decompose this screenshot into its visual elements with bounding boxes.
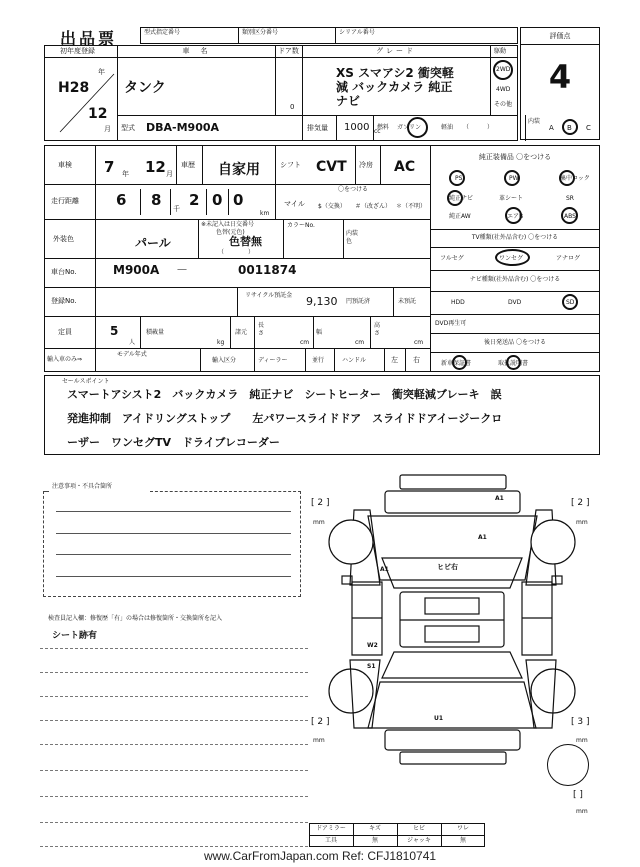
- equip-sr: SR: [566, 195, 574, 202]
- tread-rear-right: [ 3 ]: [571, 717, 590, 727]
- mileage-opt-unknown: ＊（不明）: [396, 203, 427, 210]
- equip-ps-circle: [449, 170, 465, 186]
- spec-label: 諸元: [235, 329, 248, 336]
- displacement-value: 1000: [344, 122, 370, 133]
- serial-field-label: シリアル番号: [339, 29, 375, 36]
- tread-front-right-value: 2: [577, 498, 584, 508]
- length-unit: cm: [300, 339, 310, 346]
- equip-navi-circle: [447, 190, 463, 206]
- equip-lock-circle: [559, 170, 575, 186]
- handle-left: 左: [391, 356, 398, 364]
- interior-b: B: [567, 124, 572, 132]
- tv-analog: アナログ: [556, 255, 581, 262]
- interior-a: A: [549, 124, 554, 132]
- tv-label: TV種類(社外品含む) 〇をつける: [471, 234, 559, 241]
- mileage-digit-1: 6: [116, 191, 127, 209]
- legend-jack-value: 無: [459, 837, 466, 844]
- damage-u1-trunk: U1: [434, 715, 444, 722]
- mileage-unit: km: [260, 210, 270, 217]
- recycle-unpaid: 未預託: [398, 298, 417, 305]
- shift-label: シフト: [280, 161, 301, 169]
- repaint-paren: （ ）: [218, 249, 255, 256]
- mileage-opt-tampered: ＃（改ざん）: [355, 203, 392, 210]
- damage-s1-door: S1: [367, 663, 376, 670]
- chassis-prefix: M900A: [113, 263, 160, 277]
- drive-opt-2wd: 2WD: [496, 66, 511, 73]
- equip-leather: 革シート: [499, 195, 524, 202]
- equip-central-lock: 集中ロック: [560, 175, 590, 182]
- interior-color-label: 内装色: [346, 230, 359, 245]
- navi-sd: SD: [566, 299, 575, 306]
- model-label: 型式: [121, 124, 135, 132]
- width-unit: cm: [355, 339, 365, 346]
- model-field-label: 型式指定番号: [144, 29, 181, 36]
- drive-2wd-circle: [493, 60, 513, 80]
- legend-header-crack: ヒビ: [412, 825, 425, 832]
- reg-year-unit: 年: [98, 68, 105, 76]
- footer-watermark: www.CarFromJapan.com Ref: CFJ1810741: [203, 849, 437, 863]
- grade-line-3: ナビ: [336, 94, 361, 108]
- damage-w2-door: W2: [367, 642, 378, 649]
- reg-era-year: H28: [58, 80, 90, 96]
- capacity-label: 定員: [58, 328, 72, 336]
- sales-line-1: スマートアシスト2 バックカメラ 純正ナビ シートヒーター 衝突軽減ブレーキ 誤: [67, 388, 502, 401]
- interior-b-circle: [562, 119, 578, 135]
- tread-front-right: [ 2 ]: [571, 498, 590, 508]
- notes-label: 注意事項・不具合箇所: [52, 483, 113, 490]
- tread-rear-left-unit: mm: [313, 737, 325, 744]
- grade-label: グレード: [376, 47, 416, 55]
- recycle-unit: 円預託済: [346, 298, 371, 305]
- shift-value: CVT: [316, 159, 347, 175]
- capacity-unit: 人: [129, 339, 136, 346]
- handle-label: ハンドル: [342, 357, 367, 364]
- reg-month: 12: [88, 106, 108, 122]
- height-unit: cm: [414, 339, 424, 346]
- reg-month-unit: 月: [104, 125, 111, 133]
- tread-spare-unit: mm: [576, 808, 588, 815]
- exterior-note: ※未記入は日交番号: [201, 221, 255, 228]
- equip-navi: 純正ナビ: [449, 195, 474, 202]
- damage-a1-left-fender: A1: [380, 566, 389, 573]
- equip-aw: 純正AW: [449, 213, 471, 220]
- tread-front-left-value: 2: [317, 498, 324, 508]
- ac-label: 冷房: [359, 161, 373, 169]
- sales-line-2: 発進抑制 アイドリングストップ 左パワースライドドア スライドドアイージークロ: [67, 412, 503, 425]
- equip-abs-circle: [561, 207, 578, 224]
- inspection-month-unit: 月: [166, 170, 173, 178]
- drive-opt-other: その他: [494, 101, 513, 108]
- tread-front-left-unit: mm: [313, 519, 325, 526]
- inspection-label: 車検: [58, 161, 72, 169]
- interior-label: 内装: [528, 118, 541, 125]
- legend-header-mirror: ドアミラー: [316, 825, 346, 832]
- history-label: 車歴: [181, 161, 195, 169]
- ac-value: AC: [394, 159, 416, 175]
- car-name: タンク: [124, 80, 166, 96]
- inspector-note: シート跡有: [52, 631, 98, 641]
- later-manual-circle: [506, 355, 521, 370]
- equip-airbag-circle: [505, 207, 522, 224]
- drive-opt-4wd: 4WD: [496, 86, 511, 93]
- mileage-digit-2: 8: [151, 191, 162, 209]
- legend-tools: 工具: [324, 837, 337, 844]
- model-value: DBA-M900A: [146, 121, 220, 134]
- mileage-digit-5: 0: [233, 191, 244, 209]
- import-class-label: 輸入区分: [212, 357, 237, 364]
- mileage-digit-4: 0: [212, 191, 223, 209]
- later-warranty: 新車保証書: [441, 360, 472, 367]
- tread-rear-left: [ 2 ]: [311, 717, 330, 727]
- later-manual: 取扱説明書: [498, 360, 529, 367]
- legend-jack: ジャッキ: [407, 837, 431, 844]
- tread-rear-right-unit: mm: [576, 737, 588, 744]
- displacement-unit: cc: [374, 128, 381, 135]
- tv-oneseg: ワンセグ: [499, 255, 524, 262]
- inspector-label: 検査員記入欄：修復歴「有」の場合は修復箇所・交換箇所を記入: [48, 615, 223, 622]
- model-year-label: モデル年式: [117, 351, 147, 358]
- inspection-year-unit: 年: [122, 170, 129, 178]
- mileage-label: 走行距離: [51, 197, 79, 205]
- sales-line-3: ーザー ワンセグTV ドライブレコーダー: [67, 436, 280, 449]
- equip-pw-circle: [504, 170, 520, 186]
- fuel-gas-circle: [407, 117, 428, 138]
- tv-oneseg-circle: [495, 249, 530, 266]
- drive-label: 駆動: [494, 48, 507, 55]
- displacement-label: 排気量: [307, 124, 328, 132]
- equip-pw: PW: [509, 175, 519, 182]
- tread-rear-right-value: 3: [577, 717, 584, 727]
- width-label: 幅: [316, 329, 323, 336]
- tread-front-left: [ 2 ]: [311, 498, 330, 508]
- score-value: 4: [548, 58, 572, 96]
- later-label: 後日発送品 〇をつける: [484, 339, 546, 346]
- equipment-label: 純正装備品 〇をつける: [478, 153, 552, 161]
- equip-abs: ABS: [564, 213, 576, 220]
- later-warranty-circle: [452, 355, 467, 370]
- navi-dvd: DVD: [508, 299, 522, 306]
- grade-line-2: 減 バックカメラ 純正: [336, 80, 453, 94]
- fuel-label: 燃料: [377, 124, 390, 131]
- navi-label: ナビ種類(社外品含む) 〇をつける: [469, 276, 561, 283]
- height-label: 高さ: [374, 322, 381, 337]
- exterior-value: パール: [135, 236, 171, 250]
- tread-front-right-unit: mm: [576, 519, 588, 526]
- handle-right: 右: [413, 356, 420, 364]
- repaint-value: 色替無: [229, 235, 262, 248]
- load-unit: kg: [217, 339, 225, 346]
- chassis-number: 0011874: [238, 263, 297, 277]
- equip-airbag: エアB: [507, 213, 524, 220]
- spare-tire: [547, 744, 589, 786]
- interior-c: C: [586, 124, 591, 132]
- sales-label: セールスポイント: [62, 378, 110, 385]
- damage-a1-hood: A1: [478, 534, 487, 541]
- legend-header-break: ワレ: [456, 825, 469, 832]
- repaint-label: 色替(元色): [216, 229, 245, 236]
- mileage-opt-exchanged: $（交換）: [318, 203, 346, 210]
- car-name-label: 車 名: [182, 47, 210, 55]
- equip-ps: PS: [455, 175, 463, 182]
- import-parallel: 並行: [312, 357, 325, 364]
- load-label: 積載量: [146, 329, 165, 336]
- tread-spare: [ ]: [573, 790, 583, 800]
- recycle-amount: 9,130: [306, 295, 338, 308]
- grade-line-1: XS スマアシ2 衝突軽: [336, 66, 454, 80]
- doors-value: 0: [290, 103, 295, 111]
- fuel-gas: ガソリン: [397, 124, 422, 131]
- inspection-year: 7: [104, 158, 115, 176]
- history-value: 自家用: [218, 162, 260, 178]
- capacity-value: 5: [110, 324, 119, 338]
- mileage-circle-note: 〇をつける: [338, 186, 369, 193]
- navi-hdd: HDD: [451, 299, 465, 306]
- registration-label: 登録No.: [51, 297, 77, 305]
- mileage-thousand: 千: [173, 205, 180, 213]
- color-no-label: カラーNo.: [287, 222, 315, 229]
- notes-box: [43, 491, 301, 597]
- exterior-label: 外装色: [53, 235, 74, 243]
- class-field-label: 類別区分番号: [242, 29, 279, 36]
- car-damage-diagram: [300, 470, 600, 770]
- mile-label: マイル: [284, 200, 305, 208]
- legend-tools-value: 無: [371, 837, 378, 844]
- tv-fullseg: フルセグ: [440, 255, 464, 262]
- inspection-month: 12: [145, 158, 166, 176]
- chassis-dash: －: [176, 263, 189, 277]
- tread-rear-left-value: 2: [317, 717, 324, 727]
- damage-crack-windshield: ヒビ右: [437, 563, 458, 571]
- legend-header-scratch: キズ: [369, 825, 381, 832]
- reg-year-label: 初年度登録: [60, 47, 95, 55]
- score-label: 評価点: [549, 32, 571, 40]
- import-dealer: ディーラー: [258, 357, 288, 364]
- mileage-digit-3: 2: [189, 191, 200, 209]
- fuel-diesel: 軽油: [441, 124, 454, 131]
- page-title: 出品票: [60, 29, 118, 48]
- damage-a1-front-bumper: A1: [495, 495, 504, 502]
- navi-sd-circle: [562, 294, 578, 310]
- navi-dvd-playback: DVD再生可: [435, 320, 467, 327]
- fuel-paren: （ ）: [463, 124, 494, 131]
- doors-label: ドア数: [278, 47, 299, 55]
- import-label: 輸入車のみ⇒: [47, 356, 83, 363]
- id-fields-row: [140, 27, 518, 44]
- chassis-label: 車台No.: [51, 268, 77, 276]
- recycle-label: リサイクル預託金: [245, 292, 293, 299]
- length-label: 長さ: [258, 322, 265, 337]
